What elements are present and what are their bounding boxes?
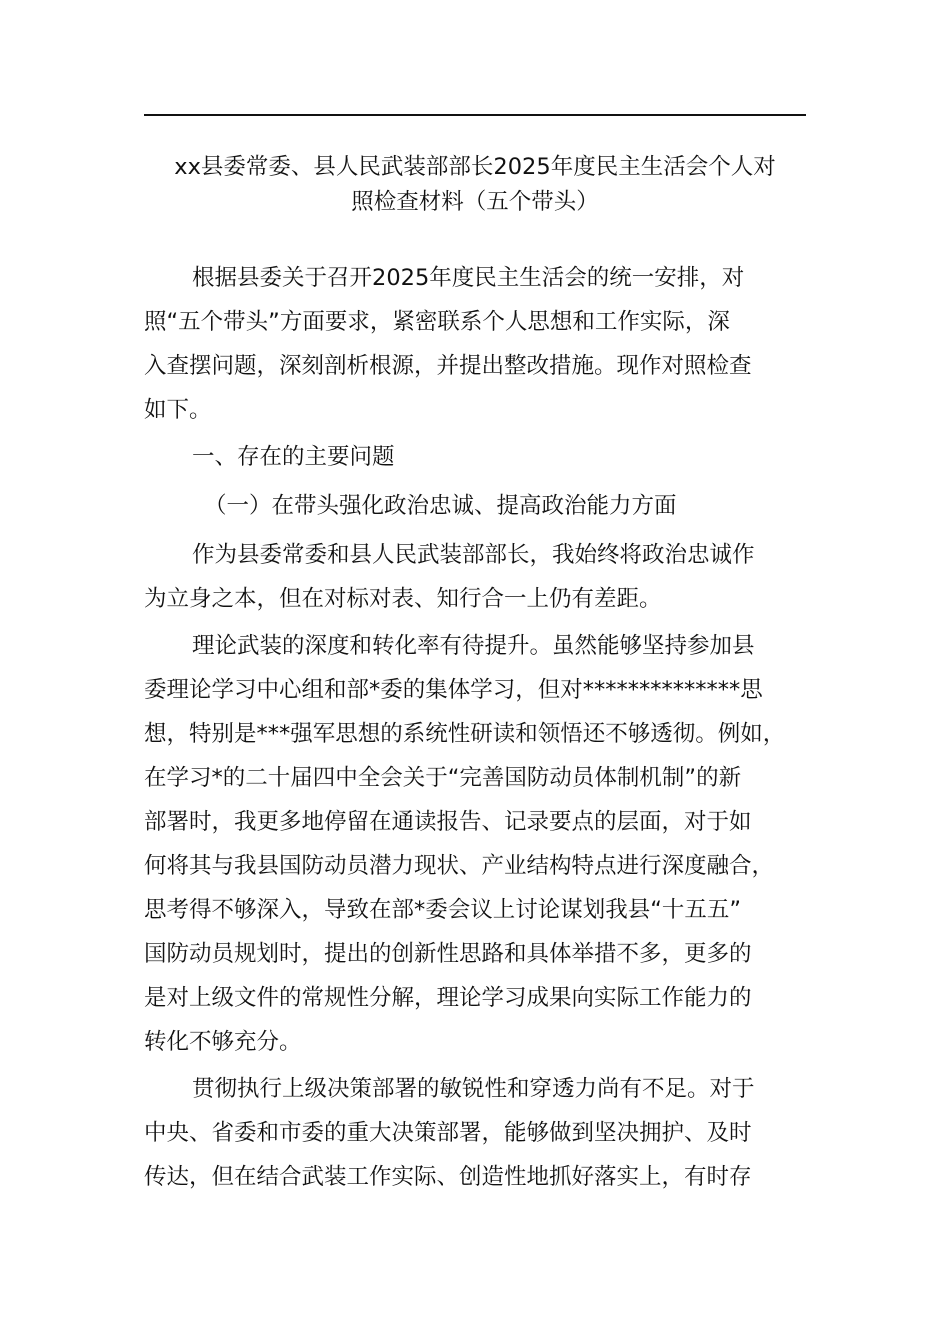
text-line: 想，特别是***强军思想的系统性研读和领悟还不够透彻。例如，	[144, 721, 786, 747]
text-line: 理论武装的深度和转化率有待提升。虽然能够坚持参加县	[192, 633, 755, 659]
body-paragraph	[144, 1067, 806, 1199]
document-body	[144, 256, 806, 1199]
text-line: 传达，但在结合武装工作实际、创造性地抓好落实上，有时存	[144, 1164, 752, 1190]
header-rule	[144, 114, 806, 116]
text-line: 部署时，我更多地停留在通读报告、记录要点的层面，对于如	[144, 809, 752, 835]
text-line: 根据县委关于召开2025年度民主生活会的统一安排，对	[192, 265, 745, 291]
text-line: 为立身之本，但在对标对表、知行合一上仍有差距。	[144, 586, 662, 612]
text-line: 委理论学习中心组和部*委的集体学习，但对**************思	[144, 677, 763, 703]
text-line: （一）在带头强化政治忠诚、提高政治能力方面	[204, 493, 677, 519]
text-line: 一、存在的主要问题	[192, 444, 395, 470]
text-line: 贯彻执行上级决策部署的敏锐性和穿透力尚有不足。对于	[192, 1076, 755, 1102]
title-line: xx县委常委、县人民武装部部长2025年度民主生活会个人对	[174, 154, 776, 180]
text-line: 转化不够充分。	[144, 1029, 302, 1055]
body-paragraph	[144, 533, 806, 621]
text-line: 如下。	[144, 397, 212, 423]
intro-paragraph	[144, 256, 806, 432]
text-line: 何将其与我县国防动员潜力现状、产业结构特点进行深度融合，	[144, 853, 775, 879]
text-line: 国防动员规划时，提出的创新性思路和具体举措不多，更多的	[144, 941, 752, 967]
title-line: 照检查材料（五个带头）	[351, 189, 599, 215]
text-line: 入查摆问题，深刻剖析根源，并提出整改措施。现作对照检查	[144, 353, 752, 379]
document-title	[130, 150, 820, 220]
text-line: 是对上级文件的常规性分解，理论学习成果向实际工作能力的	[144, 985, 752, 1011]
text-line: 在学习*的二十届四中全会关于“完善国防动员体制机制”的新	[144, 765, 742, 791]
body-paragraph	[144, 624, 806, 1064]
text-line: 中央、省委和市委的重大决策部署，能够做到坚决拥护、及时	[144, 1120, 752, 1146]
text-line: 作为县委常委和县人民武装部部长，我始终将政治忠诚作	[192, 542, 755, 568]
section-heading	[144, 435, 806, 479]
subsection-heading	[144, 484, 806, 528]
text-line: 思考得不够深入，导致在部*委会议上讨论谋划我县“十五五”	[144, 897, 742, 923]
text-line: 照“五个带头”方面要求，紧密联系个人思想和工作实际，深	[144, 309, 730, 335]
